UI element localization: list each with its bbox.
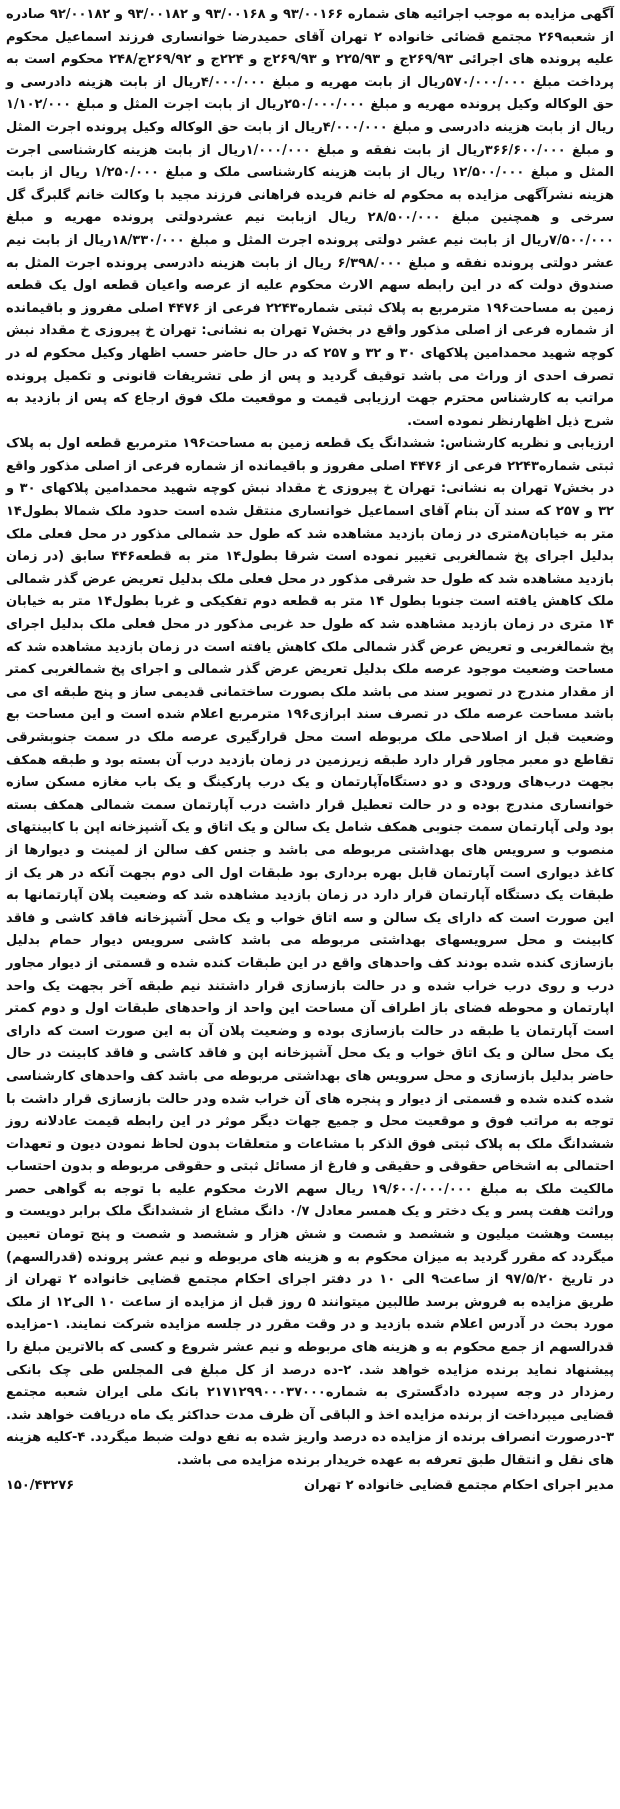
- auction-notice-body: [6, 4, 614, 1473]
- footer-signature: مدیر اجرای احکام مجتمع قضایی خانواده ۲ تهران: [304, 1477, 614, 1493]
- footer-code: ۱۵۰/۴۳۲۷۶: [6, 1477, 75, 1493]
- notice-footer: [6, 1475, 614, 1497]
- notice-paragraph-intro: آگهی مزایده به موجب اجرائیه های شماره ۹۳/۰۰۱۶۶ و ۹۳/۰۰۱۶۸ و ۹۳/۰۰۱۸۲ و ۹۲/۰۰۱۸۲ صادره از شعبه۲۶۹ مجتمع قضائی خانواده ۲ تهران آقای حمیدرضا خوانساری فرزند اسماعیل محکوم علیه پرونده های اجرائی ۲۶۹/۹۳ج و ۲۲۵/۹۳ و ۲۶۹/۹۳ج و ۲۲۴ج و ۲۶۹/۹۲ج/۲۴۸ محکوم است به پرداخت مبلغ ۵۷۰/۰۰۰/۰۰۰ریال از بابت مهریه و مبلغ ۴/۰۰۰/۰۰۰ریال از بابت هزینه دادرسی و حق الوکاله وکیل پرونده مهریه و مبلغ ۲۵۰/۰۰۰/۰۰۰ریال از بابت اجرت المثل و مبلغ ۱/۱۰۲/۰۰۰ ریال از بابت هزینه دادرسی و مبلغ ۴/۰۰۰/۰۰۰ریال از بابت حق الوکاله وکیل پرونده اجرت المثل و مبلغ ۳۶۶/۶۰۰/۰۰۰ریال از بابت نفقه و مبلغ ۱/۰۰۰/۰۰۰ریال از بابت هزینه کارشناسی اجرت المثل و مبلغ ۱۲/۵۰۰/۰۰۰ ریال از بابت هزینه کارشناسی ملک و مبلغ ۱/۲۵۰/۰۰۰ ریال از بابت هزینه نشرآگهی مزایده به محکوم له خانم فریده فراهانی فرزند مجید با وکالت خانم گلبرگ گل سرخی و همچنین مبلغ ۲۸/۵۰۰/۰۰۰ ریال ازبابت نیم عشردولتی پرونده مهریه و مبلغ ۷/۵۰۰/۰۰۰ریال از بابت نیم عشر دولتی پرونده اجرت المثل و مبلغ ۱۸/۳۳۰/۰۰۰ریال از بابت نیم عشر دولتی پرونده نفقه و مبلغ ۶/۳۹۸/۰۰۰ ریال از بابت هزینه دادرسی پرونده اجرت المثل به صندوق دولت که در این رابطه سهم الارث محکوم علیه از عرصه واعیان قطعه اول یک قطعه زمین به مساحت۱۹۶ مترمربع به پلاک ثبتی شماره۲۲۴۳ فرعی از ۴۴۷۶ اصلی مفروز و باقیمانده از شماره فرعی از اصلی مذکور واقع در بخش۷ تهران به نشانی: تهران خ پیروزی خ مقداد نبش کوچه شهید محمدامین پلاکهای ۳۰ و ۳۲ و ۲۵۷ که در حال حاضر حسب اظهار وکیل محکوم له در تصرف احدی از وراث می باشد توقیف گردید و پس از طی تشریفات قانونی و تکمیل پرونده مراتب به کارشناس محترم جهت ارزیابی قیمت و موقعیت ملک فوق ارجاع که پس از بازدید به شرح ذیل اظهارنظر نموده است.: [6, 7, 615, 429]
- notice-paragraph-appraisal: ارزیابی و نظریه کارشناس: ششدانگ یک قطعه زمین به مساحت۱۹۶ مترمربع قطعه اول به پلاک ثبتی شماره۲۲۴۳ فرعی از ۴۴۷۶ اصلی مفروز و باقیمانده از شماره فرعی از اصلی مذکور واقع در بخش۷ تهران به نشانی: تهران خ پیروزی خ مقداد نبش کوچه شهید محمدامین پلاکهای ۳۰ و ۳۲ و ۲۵۷ که سند آن بنام آقای اسماعیل خوانساری منتقل شده است حدود ملک شمالا بطول۱۴ متر به خیابان۸متری در زمان بازدید مشاهده شد که طول حد شمالی مذکور در محل فعلی ملک بدلیل اجرای پخ شمالغربی تغییر نموده است شرقا بطول۱۴ متر به قطعه۴۴۶ سابق (در زمان بازدید مشاهده شد که طول حد شرقی مذکور در محل فعلی ملک بدلیل تعریض عرض گذر شمالی ملک کاهش یافته است جنوبا بطول ۱۴ متر به قطعه دوم تفکیکی و غربا بطول۱۴ متر به خیابان ۱۴ متری در زمان بازدید مشاهده شد که طول حد غربی مذکور در محل فعلی ملک بدلیل اجرای پخ شمالغربی و تعریض عرض گذر شمالی ملک کاهش یافته است در زمان بازدید مشاهده شد که مساحت وضعیت موجود عرصه ملک بدلیل تعریض عرض گذر شمالی و اجرای پخ شمالغربی کمتر از مقدار مندرج در تصویر سند می باشد ملک بصورت ساختمانی قدیمی ساز و پنج طبقه ای می باشد مساحت عرصه ملک در تصرف سند ابرازی۱۹۶ مترمربع اعلام شده است و این مساحت بع وضعیت قبل از اصلاحی ملک مربوطه است محل قرارگیری عرصه ملک در سمت جنوبشرقی تقاطع دو معبر مجاور قرار دارد طبقه زیرزمین در زمان بازدید درب آن بسته بود و طبقه همکف بجهت درب‌های ورودی و دو دستگاه‌آپارتمان و یک درب پارکینگ و یک باب مغازه مسکن سازه خوانساری مندرج بوده و در حالت تعطیل قرار داشت درب آپارتمان سمت شمالی همکف بسته بود ولی آپارتمان سمت جنوبی همکف شامل یک سالن و یک اتاق و یک آشپزخانه اپن با کابینتهای منصوب و سرویس های بهداشتی مربوطه می باشد و جنس کف سالن از لمینت و دیوارها از کاغذ دیواری است آپارتمان قابل بهره برداری بود طبقات اول الی دوم بجهت آنکه در هر یک از طبقات یک دستگاه آپارتمان قرار دارد در زمان بازدید مشاهده شد که وضعیت پلان آپارتمانها به این صورت است که دارای یک سالن و سه اتاق خواب و یک محل آشپزخانه فاقد کاشی و فاقد کابینت و محل سرویسهای بهداشتی مربوطه می باشد کاشی سرویس دیوار حمام بدلیل بازسازی کنده شده بودند کف واحدهای واقع در این طبقات کنده شده و قسمتی از دیوار مجاور درب و روی درب خراب شده و در حالت بازسازی قرار داشتند نیم طبقه آخر بجهت یک واحد اپارتمان و محوطه فضای باز اطراف آن مساحت این واحد از واحدهای طبقات اول و دوم کمتر است آپارتمان یا طبقه در حالت بازسازی بوده و وضعیت پلان آن به این صورت است که دارای یک محل سالن و یک اتاق خواب و یک محل آشپزخانه اپن و فاقد کاشی و فاقد کابینت در حال حاضر بدلیل بازسازی و محل سرویس های بهداشتی مربوطه می باشد کف واحدهای کارشناسی شده کنده شده و قسمتی از دیوار و پنجره های آن خراب شده ودر حالت بازسازی قرار داشت با توجه به مراتب فوق و موقعیت محل و جمیع جهات دیگر موثر در این رابطه قیمت عادلانه روز ششدانگ ملک به پلاک ثبتی فوق الذکر با مشاعات و متعلقات بدون لحاظ نمودن دیون و تعهدات احتمالی به اشخاص حقوقی و حقیقی و فارغ از مسائل ثبتی و حقوقی مربوطه و بدون احتساب مالکیت ملک به مبلغ ۱۹/۶۰۰/۰۰۰/۰۰۰ ریال سهم الارث محکوم علیه با توجه به گواهی حصر وراثت هفت پسر و یک دختر و یک همسر معادل ۰/۷ دانگ مشاع از ششدانگ ملک برابر دویست و بیست وهشت میلیون و ششصد و شصت و شش هزار و ششصد و شصت و پنج تومان تعیین میگردد که مقرر گردید به میزان محکوم به و هزینه های مربوطه و نیم عشر پرونده (قدرالسهم) در تاریخ ۹۷/۵/۲۰ از ساعت۹ الی ۱۰ در دفتر اجرای احکام مجتمع قضایی خانواده ۲ تهران از طریق مزایده به فروش برسد طالبین میتوانند ۵ روز قبل از مزایده از ساعت ۱۰ الی۱۲ از ملک مورد بحث در آدرس اعلام شده بازدید و در وقت مقرر در جلسه مزایده شرکت نمایند. ۱-مزایده قدرالسهم از جمع محکوم به و هزینه های مربوطه و نیم عشر شروع و کسی که بالاترین مبلغ را پیشنهاد نماید برنده مزایده خواهد شد. ۲-ده درصد از کل مبلغ فی المجلس طی چک بانکی رمزدار در وجه سپرده دادگستری به شماره۲۱۷۱۲۹۹۰۰۰۳۷۰۰۰ بانک ملی ایران شعبه مجتمع قضایی میبرداخت از برنده مزایده اخذ و الباقی آن ظرف مدت حداکثر یک ماه دریافت خواهد شد. ۳-درصورت انصراف برنده از مزایده ده درصد واریز شده به نفع دولت ضبط میگردد. ۴-کلیه هزینه های نقل و انتقال طبق تعرفه به عهده خریدار برنده مزایده می باشد.: [6, 436, 615, 1468]
